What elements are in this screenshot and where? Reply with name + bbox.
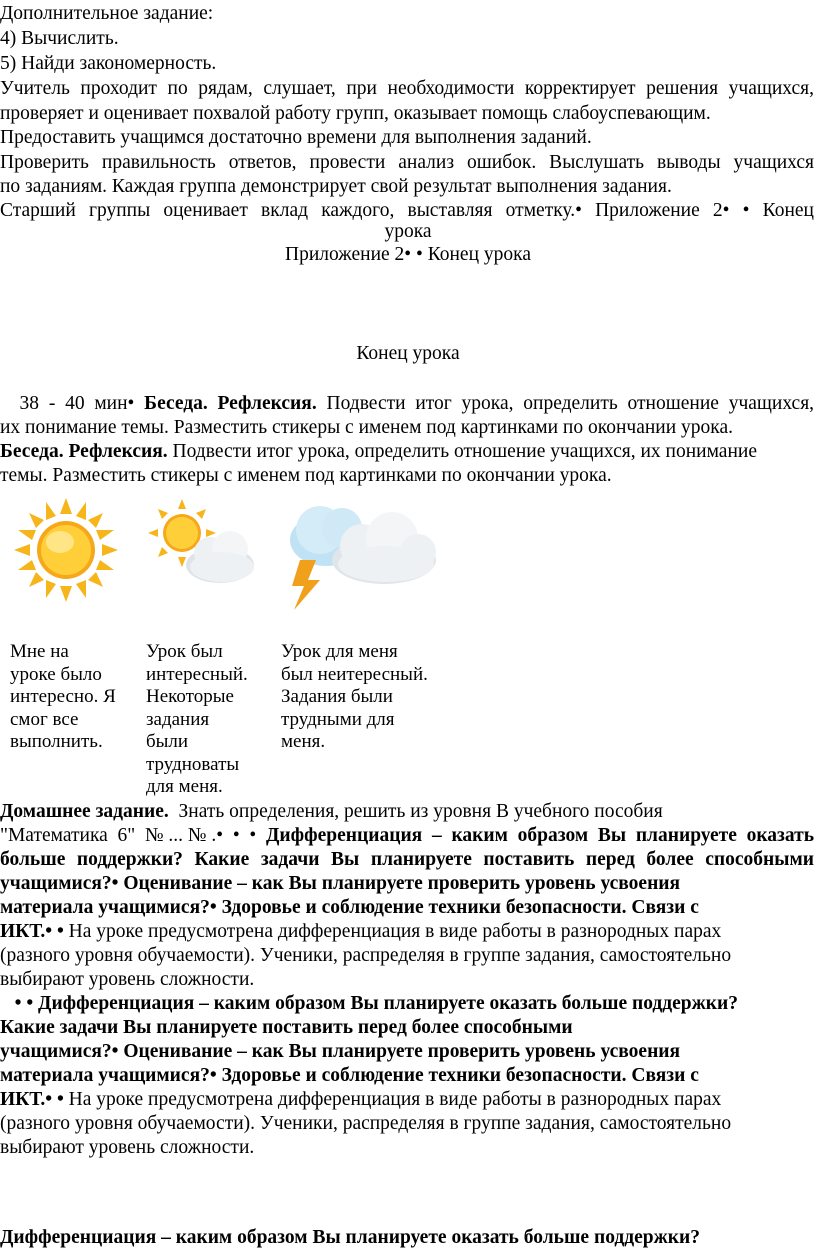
text-line: темы. Разместить стикеры с именем под картинками по окончании урока.: [0, 465, 612, 486]
caption-line: трудными для: [281, 708, 395, 730]
text-line: [0, 1040, 680, 1064]
caption-happy: [10, 641, 116, 754]
bold-term: Оценивание – как Вы планируете проверить уровень усвоения: [123, 873, 681, 894]
text-line: (разного уровня обучаемости). Ученики, распределяя в группе задания, самостоятельно: [0, 945, 732, 966]
bold-term: Здоровье и соблюдение техники безопасности. Связи с: [221, 897, 699, 918]
bold-term: Здоровье и соблюдение техники безопасности. Связи с: [221, 1065, 699, 1086]
bold-term: материала учащимися?•: [0, 897, 217, 918]
caption-line: уроке было: [10, 663, 102, 685]
time-label: 38 - 40 мин•: [19, 393, 135, 414]
sun-icon: [6, 495, 124, 605]
text-line: [0, 824, 814, 848]
caption-line: Урок был: [146, 641, 223, 662]
text-line: [0, 872, 680, 896]
text-line: больше поддержки? Какие задачи Вы планируете поставить перед более способными: [0, 849, 814, 870]
text-line: Дифференциация – каким образом Вы планируете оказать больше поддержки?: [0, 1227, 700, 1248]
text-span: На уроке предусмотрена дифференциация в виде работы в разнородных парах: [68, 921, 722, 942]
text-line: урока: [384, 221, 432, 242]
section-heading: Конец урока: [356, 343, 460, 364]
caption-line: смог все: [10, 708, 79, 730]
text-line: 4) Вычислить.: [0, 28, 119, 49]
text-line: (разного уровня обучаемости). Ученики, распределяя в группе задания, самостоятельно: [0, 1113, 732, 1134]
caption-sad: [281, 641, 428, 754]
bold-term: Дифференциация – каким образом Вы планируете оказать: [265, 825, 814, 846]
text-line: [0, 1088, 721, 1112]
text-line: [0, 920, 721, 944]
text-span: Подвести итог урока, определить отношение учащихся, их понимание: [172, 441, 757, 462]
caption-line: выполнить.: [10, 731, 103, 752]
caption-line: интересный.: [146, 663, 248, 685]
bold-term: ИКТ.• •: [0, 921, 64, 942]
text-span: Подвести итог урока, определить отношение учащихся,: [326, 393, 815, 414]
text-line: выбирают уровень сложности.: [0, 969, 255, 990]
caption-line: трудноваты: [146, 753, 240, 775]
bold-term: Беседа. Рефлексия.: [144, 393, 317, 414]
caption-line: был неитересный.: [281, 663, 428, 685]
bold-term: ИКТ.• •: [0, 1089, 64, 1110]
caption-line: Урок для меня: [281, 641, 398, 662]
text-span: "Математика 6" №...№.• • •: [0, 825, 257, 846]
text-line: [0, 800, 663, 824]
text-line: по заданиям. Каждая группа демонстрирует свой результат выполнения задания.: [0, 176, 672, 197]
caption-line: Мне на: [10, 641, 69, 662]
text-line: выбирают уровень сложности.: [0, 1137, 255, 1158]
text-span: Знать определения, решить из уровня В учебного пособия: [178, 801, 663, 822]
text-line: [0, 1064, 699, 1088]
bold-term: учащимися?•: [0, 873, 119, 894]
bold-term: Оценивание – как Вы планируете проверить уровень усвоения: [123, 1041, 681, 1062]
text-line: проверяет и оценивает похвалой работу групп, оказывает помощь слабоуспевающим.: [0, 103, 711, 124]
sun-behind-cloud-icon: [148, 495, 258, 595]
bold-term: Домашнее задание.: [0, 801, 169, 822]
caption-line: меня.: [281, 731, 326, 752]
caption-line: были: [146, 731, 189, 752]
caption-medium: [146, 641, 248, 799]
cloud-lightning-icon: [280, 498, 440, 616]
text-line: их понимание темы. Разместить стикеры с именем под картинками по окончании урока.: [0, 417, 734, 438]
text-line: [0, 896, 699, 920]
text-span: На уроке предусмотрена дифференциация в виде работы в разнородных парах: [68, 1089, 722, 1110]
text-line: Дополнительное задание:: [0, 3, 214, 24]
text-line: Приложение 2• • Конец урока: [285, 244, 531, 265]
caption-line: задания: [146, 708, 210, 730]
text-line: Старший группы оценивает вклад каждого, выставляя отметку.• Приложение 2• • Конец: [0, 200, 814, 221]
text-line: Предоставить учащимся достаточно времени для выполнения заданий.: [0, 127, 592, 148]
text-line: Проверить правильность ответов, провести анализ ошибок. Выслушать выводы учащихся: [0, 152, 814, 173]
caption-line: для меня.: [146, 776, 223, 797]
text-line: [0, 392, 814, 416]
caption-line: Задания были: [281, 686, 393, 707]
bold-term: • •: [14, 993, 34, 1014]
text-line: Какие задачи Вы планируете поставить перед более способными: [0, 1017, 573, 1038]
text-line: Учитель проходит по рядам, слушает, при необходимости корректирует решения учащихся,: [0, 78, 814, 99]
caption-line: Некоторые: [146, 686, 234, 707]
bold-term: материала учащимися?•: [0, 1065, 217, 1086]
text-line: 5) Найди закономерность.: [0, 53, 217, 74]
bold-term: учащимися?•: [0, 1041, 119, 1062]
text-line: [0, 440, 757, 464]
bold-term: Дифференциация – каким образом Вы планируете оказать больше поддержки?: [38, 993, 739, 1014]
bold-term: Беседа. Рефлексия.: [0, 441, 168, 462]
caption-line: интересно. Я: [10, 686, 116, 707]
text-line: [0, 992, 738, 1016]
